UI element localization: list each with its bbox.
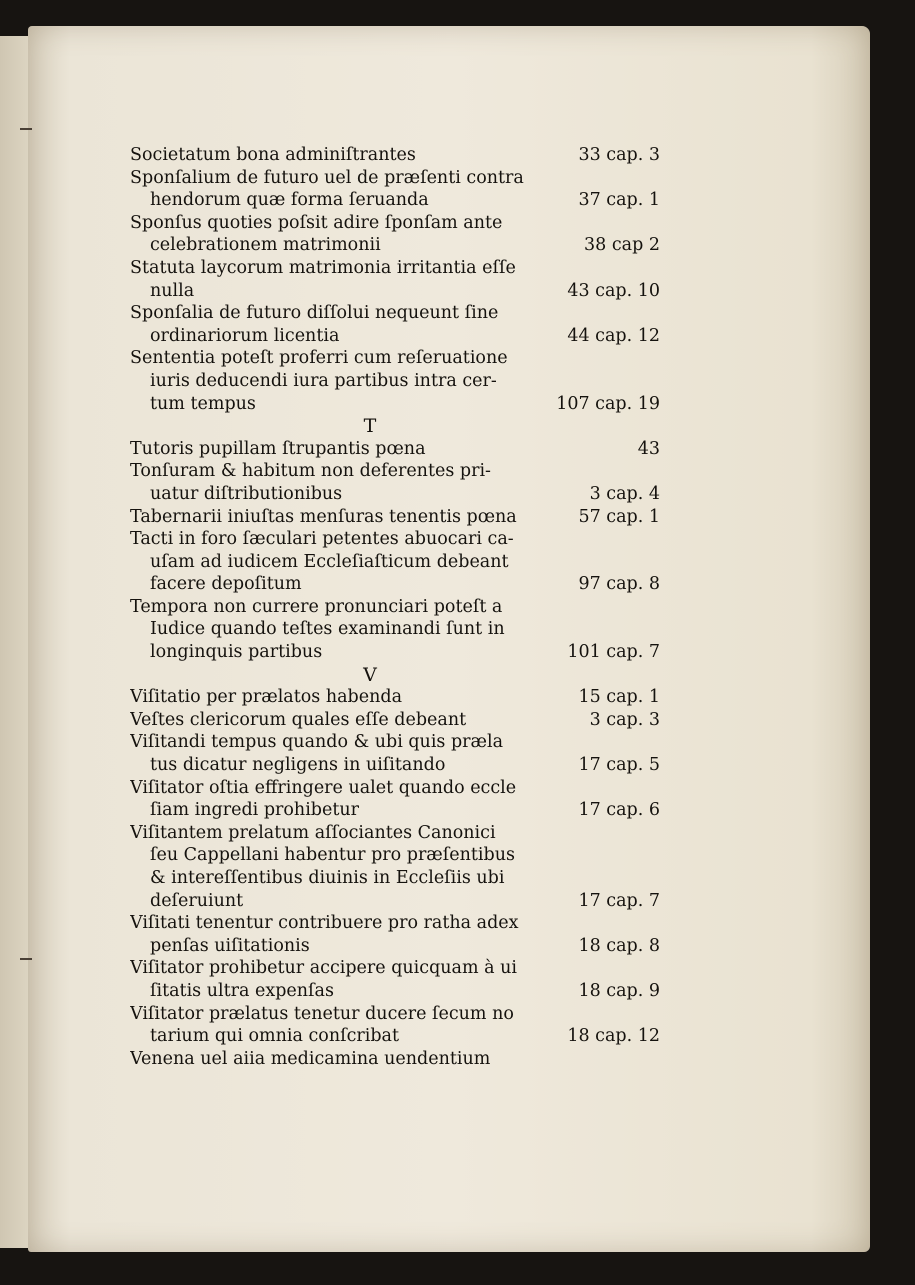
index-entry-reference: 3 cap. 3 xyxy=(589,709,660,730)
index-entry-reference: 107 cap. 19 xyxy=(556,393,660,414)
section-letter-v: V xyxy=(363,663,377,686)
index-entry-reference: 43 xyxy=(637,438,660,459)
index-entry xyxy=(130,460,660,505)
index-entry xyxy=(130,438,660,461)
index-entry-text: tum tempus xyxy=(150,393,256,414)
index-entry-reference: 17 cap. 7 xyxy=(578,890,660,911)
index-entry-reference: 3 cap. 4 xyxy=(589,483,660,504)
index-entry-reference: 17 cap. 6 xyxy=(578,800,660,821)
index-entry-text: Viſitator prohibetur accipere quicquam à ui xyxy=(130,958,517,979)
index-entry-text: Viſitantem prelatum aſſociantes Canonici xyxy=(130,822,496,843)
index-entry-text: hendorum quæ forma ſeruanda xyxy=(150,190,429,211)
index-entry-text: Sententia poteſt proferri cum reſeruatione xyxy=(130,348,508,369)
index-entry xyxy=(130,1003,660,1048)
index-entry xyxy=(130,506,660,529)
index-entry-text: Societatum bona adminiſtrantes xyxy=(130,145,416,165)
previous-page-edge xyxy=(0,36,30,1248)
index-entry-text: Tacti in foro ſæculari petentes abuocari ca- xyxy=(130,529,514,550)
index-entry xyxy=(130,167,660,212)
index-entry-text: & intereſſentibus diuinis in Eccleſiis ubi xyxy=(150,868,505,888)
index-group-v xyxy=(130,686,660,1070)
index-entry xyxy=(130,912,660,957)
index-entry-reference: 15 cap. 1 xyxy=(578,687,660,708)
index-entry xyxy=(130,777,660,822)
index-entry xyxy=(130,731,660,776)
index-entry-reference: 38 cap 2 xyxy=(584,235,660,256)
index-entry-text: Iudice quando teſtes examinandi ſunt in xyxy=(150,619,505,640)
index-entry xyxy=(130,596,660,664)
index-entry-text: Viſitati tenentur contribuere pro ratha adex xyxy=(130,913,519,934)
index-entry xyxy=(130,144,660,167)
index-entry-reference: 37 cap. 1 xyxy=(578,190,660,211)
index-group-t xyxy=(130,438,660,664)
index-entry-text: Viſitator oſtia effringere ualet quando eccle xyxy=(130,777,517,798)
index-entry-text: longinquis partibus xyxy=(150,642,323,663)
index-entry-reference: 18 cap. 9 xyxy=(578,980,660,1001)
index-entry xyxy=(130,957,660,1002)
index-entry-reference: 57 cap. 1 xyxy=(578,506,660,527)
index-entry xyxy=(130,1048,660,1071)
index-entry xyxy=(130,822,660,912)
index-entry-text: iuris deducendi iura partibus intra cer- xyxy=(150,370,497,391)
index-entry-text: celebrationem matrimonii xyxy=(150,235,381,256)
index-entry xyxy=(130,257,660,302)
index-entry-reference: 43 cap. 10 xyxy=(567,280,660,301)
index-entry-text: ſitatis ultra expenſas xyxy=(150,980,334,1001)
index-entry-text: Viſitandi tempus quando & ubi quis præla xyxy=(130,732,504,753)
index-entry xyxy=(130,528,660,596)
index-entry-text: Tutoris pupillam ſtrupantis pœna xyxy=(130,438,426,459)
index-entry-text: ſeu Cappellani habentur pro præſentibus xyxy=(150,845,515,866)
index-entry-reference: 18 cap. 12 xyxy=(567,1026,660,1047)
index-entry-reference: 18 cap. 8 xyxy=(578,935,660,956)
binding-thread xyxy=(20,128,32,130)
index-entry-reference: 101 cap. 7 xyxy=(567,642,660,663)
index-entry-text: Sponſalia de futuro diſſolui nequeunt ſine xyxy=(130,303,499,324)
index-entry-text: Sponſalium de futuro uel de præſenti contra xyxy=(130,167,524,188)
index-entry xyxy=(130,212,660,257)
index-entry-text: penſas uiſitationis xyxy=(150,935,310,956)
index-entry-reference: 44 cap. 12 xyxy=(567,325,660,346)
index-entry-text: tus dicatur negligens in uiſitando xyxy=(150,755,446,776)
index-entry xyxy=(130,686,660,709)
index-entry-text: deſeruiunt xyxy=(150,890,244,911)
index-entry-text: Veſtes clericorum quales eſſe debeant xyxy=(130,709,467,730)
section-letter-t: T xyxy=(363,415,377,438)
index-entry-text: facere depoſitum xyxy=(150,574,302,595)
index-entry-text: uatur diſtributionibus xyxy=(150,483,343,504)
index-entry-reference: 97 cap. 8 xyxy=(578,574,660,595)
index-entry-text: Tabernarii iniuſtas menſuras tenentis pœna xyxy=(130,506,517,527)
index-entry-text: Viſitator prælatus tenetur ducere ſecum no xyxy=(130,1003,514,1024)
index-entry-text: Statuta laycorum matrimonia irritantia eſſe xyxy=(130,257,516,278)
index-entry-text: Venena uel aiia medicamina uendentium xyxy=(130,1048,491,1069)
index-group-s xyxy=(130,144,660,415)
index-list xyxy=(130,144,660,1070)
binding-thread xyxy=(20,958,32,960)
index-entry-text: Sponſus quoties poſsit adire ſponſam ante xyxy=(130,212,503,233)
index-entry-text: nulla xyxy=(150,280,195,301)
index-entry-reference: 17 cap. 5 xyxy=(578,755,660,776)
index-entry xyxy=(130,347,660,415)
index-entry xyxy=(130,709,660,732)
index-entry-text: Tonſuram & habitum non deferentes pri- xyxy=(130,461,491,482)
index-entry-text: tarium qui omnia conſcribat xyxy=(150,1026,399,1047)
index-entry-text: ordinariorum licentia xyxy=(150,325,340,346)
index-entry-text: ſiam ingredi prohibetur xyxy=(150,800,360,821)
index-entry-text: uſam ad iudicem Eccleſiaſticum debeant xyxy=(150,551,509,572)
index-entry-text: Viſitatio per prælatos habenda xyxy=(130,687,403,708)
index-entry xyxy=(130,302,660,347)
index-entry-reference: 33 cap. 3 xyxy=(578,145,660,165)
index-entry-text: Tempora non currere pronunciari poteſt a xyxy=(130,596,503,617)
